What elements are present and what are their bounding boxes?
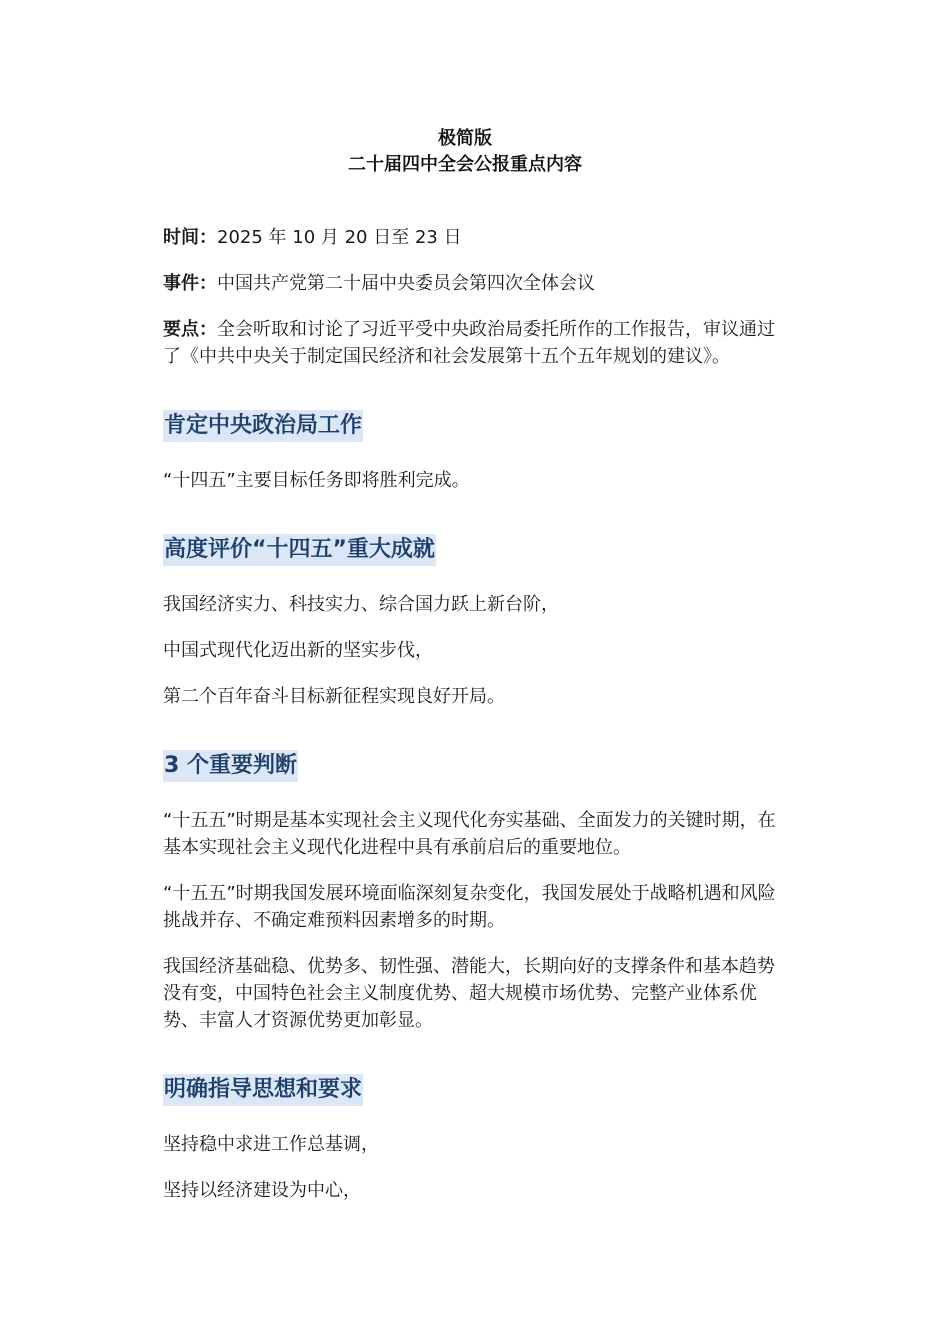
meta-value: 2025 年 10 月 20 日至 23 日: [217, 227, 462, 248]
section-heading: [163, 410, 788, 443]
paragraph: 中国式现代化迈出新的坚实步伐，: [163, 640, 433, 661]
section-heading: [163, 750, 788, 783]
paragraph: “十五五”时期我国发展环境面临深刻复杂变化，我国发展处于战略机遇和风险挑战并存、不确定难预料因素增多的时期。: [163, 883, 776, 931]
paragraph: 第二个百年奋斗目标新征程实现良好开局。: [163, 686, 505, 707]
title-line-1: 极简版: [438, 128, 492, 149]
meta-value: 全会听取和讨论了习近平受中央政治局委托所作的工作报告，审议通过了《中共中央关于制定国民经济和社会发展第十五个五年规划的建议》。: [163, 319, 775, 367]
meta-keypoints: [163, 316, 788, 370]
paragraph: 坚持稳中求进工作总基调，: [163, 1134, 379, 1155]
paragraph: 坚持以经济建设为中心，: [163, 1180, 361, 1201]
meta-value: 中国共产党第二十届中央委员会第四次全体会议: [217, 273, 595, 294]
paragraph: 我国经济实力、科技实力、综合国力跃上新台阶，: [163, 594, 559, 615]
meta-event: [163, 270, 788, 297]
title-line-2: 二十届四中全会公报重点内容: [348, 154, 582, 175]
paragraph: 我国经济基础稳、优势多、韧性强、潜能大，长期向好的支撑条件和基本趋势没有变，中国特色社会主义制度优势、超大规模市场优势、完整产业体系优势、丰富人才资源优势更加彰显。: [163, 956, 775, 1031]
meta-time: [163, 224, 788, 251]
paragraph: “十四五”主要目标任务即将胜利完成。: [163, 470, 470, 491]
meta-label: 要点：: [163, 319, 217, 340]
section-heading: [163, 534, 788, 567]
section-heading: [163, 1074, 788, 1107]
paragraph: “十五五”时期是基本实现社会主义现代化夯实基础、全面发力的关键时期，在基本实现社会主义现代化进程中具有承前启后的重要地位。: [163, 810, 776, 858]
heading-text: 高度评价“十四五”重大成就: [163, 534, 436, 566]
heading-text: 肯定中央政治局工作: [163, 410, 363, 442]
heading-text: 3 个重要判断: [163, 750, 298, 782]
document-title: [0, 126, 930, 178]
meta-label: 时间：: [163, 227, 217, 248]
document-body: [163, 224, 788, 1223]
meta-label: 事件：: [163, 273, 217, 294]
heading-text: 明确指导思想和要求: [163, 1074, 363, 1106]
